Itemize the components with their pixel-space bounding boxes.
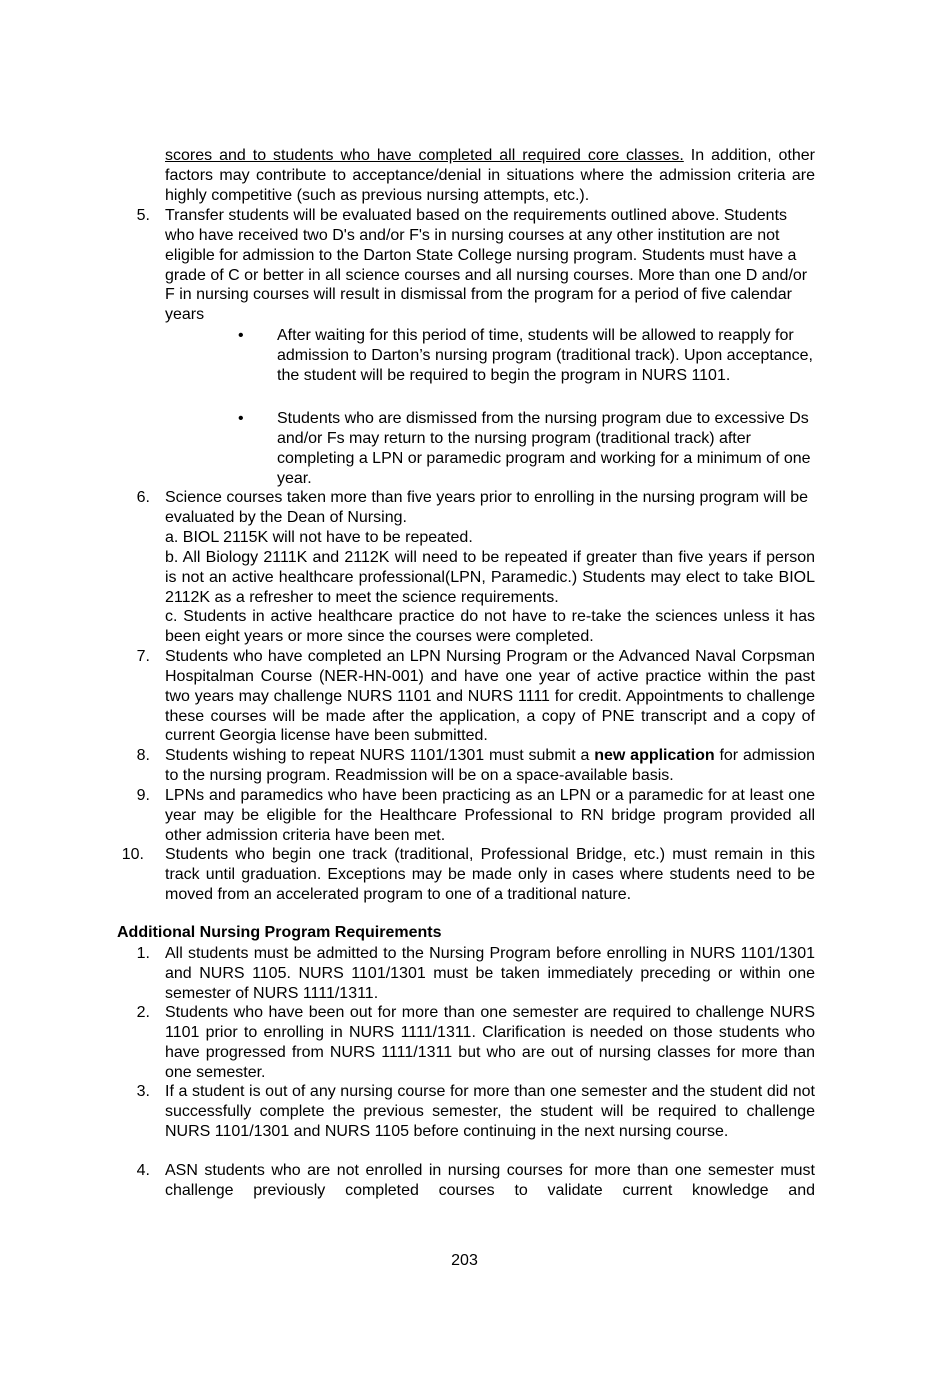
list-item-text: Students who have completed an LPN Nursing Program or the Advanced Naval Corpsman Hospitalman Course (NER-HN-001) and have one year of active practice within the past two years may challenge NURS 1101 and NURS 1111 for credit. Appointments to challenge these courses will be made after the application, a copy of PNE transcript and a copy of current Georgia license have been submitted. bbox=[165, 648, 815, 745]
list-number: 6. bbox=[136, 489, 150, 506]
list-number: 10. bbox=[121, 846, 144, 863]
continuation-paragraph bbox=[165, 146, 815, 206]
list-number: 8. bbox=[136, 747, 150, 764]
list-item-text: All students must be admitted to the Nursing Program before enrolling in NURS 1101/1301 and NURS 1105. NURS 1101/1301 must be taken immediately preceding or within one semester of NURS 1111/1311. bbox=[165, 945, 815, 1002]
list-item-text-part: for admission to the nursing program. Readmission will be on a space-available basis. bbox=[165, 747, 815, 784]
list-number: 3. bbox=[136, 1083, 150, 1100]
list-item-text: Students who begin one track (traditional, Professional Bridge, etc.) must remain in this track until graduation. Exceptions may be made only in cases where students need to be moved from an accelerated program to one of a traditional nature. bbox=[165, 846, 815, 903]
list-item-text: Transfer students will be evaluated based on the requirements outlined above. Students who have received two D's and/or F's in nursing courses at any other institution are not eligible for admission to the Darton State College nursing program. Students must have a grade of C or better in all science courses and all nursing courses. More than one D and/or F in nursing courses will result in dismissal from the program for a period of five calendar years bbox=[165, 207, 808, 324]
bold-text: new application bbox=[594, 747, 715, 764]
section-heading: Additional Nursing Program Requirements bbox=[117, 924, 442, 941]
list-item-text-part: Students wishing to repeat NURS 1101/1301 must submit a bbox=[165, 747, 595, 764]
list-number: 1. bbox=[136, 945, 150, 962]
list-number: 2. bbox=[136, 1004, 150, 1021]
bullet-text: After waiting for this period of time, students will be allowed to reapply for admission to Darton’s nursing program (traditional track). Upon acceptance, the student will be required to begin the program in NURS 1101. bbox=[277, 327, 813, 384]
underlined-text: scores and to students who have completed all required core classes. bbox=[165, 147, 684, 164]
bullet-icon: • bbox=[238, 327, 244, 344]
list-item-text: LPNs and paramedics who have been practicing as an LPN or a paramedic for at least one year may be eligible for the Healthcare Professional to RN bridge program provided all other admission criteria have been met. bbox=[165, 787, 815, 844]
sub-item: a. BIOL 2115K will not have to be repeated. bbox=[165, 529, 473, 546]
list-number: 4. bbox=[136, 1162, 150, 1179]
sub-item: b. All Biology 2111K and 2112K will need to be repeated if greater than five years if person is not an active healthcare professional(LPN, Paramedic.) Students may elect to take BIOL 2112K as a refresher to meet the science requirements. bbox=[165, 549, 815, 606]
list-item-text: If a student is out of any nursing course for more than one semester and the student did not successfully complete the previous semester, the student will be required to challenge NURS 1101/1301 and NURS 1105 before continuing in the next nursing course. bbox=[165, 1083, 815, 1140]
list-item-text bbox=[165, 746, 815, 786]
continuation-text: In addition, other factors may contribute to acceptance/denial in situations where the admission criteria are highly competitive (such as previous nursing attempts, etc.). bbox=[165, 147, 815, 204]
list-item-text: Students who have been out for more than one semester are required to challenge NURS 1101 prior to enrolling in NURS 1111/1311. Clarification is needed on those students who have progressed from NURS 1111/1311 but who are out of nursing classes for more than one semester. bbox=[165, 1004, 815, 1081]
list-number: 5. bbox=[136, 207, 150, 224]
list-number: 9. bbox=[136, 787, 150, 804]
bullet-text: Students who are dismissed from the nursing program due to excessive Ds and/or Fs may return to the nursing program (traditional track) after completing a LPN or paramedic program and working for a minimum of one year. bbox=[277, 410, 811, 487]
list-number: 7. bbox=[136, 648, 150, 665]
bullet-icon: • bbox=[238, 410, 244, 427]
list-item-text: Science courses taken more than five years prior to enrolling in the nursing program will be evaluated by the Dean of Nursing. bbox=[165, 489, 808, 526]
sub-item: c. Students in active healthcare practice do not have to re-take the sciences unless it has been eight years or more since the courses were completed. bbox=[165, 608, 815, 645]
list-item-text: ASN students who are not enrolled in nursing courses for more than one semester must challenge previously completed courses to validate current knowledge and bbox=[165, 1162, 815, 1199]
page-number: 203 bbox=[451, 1252, 478, 1269]
